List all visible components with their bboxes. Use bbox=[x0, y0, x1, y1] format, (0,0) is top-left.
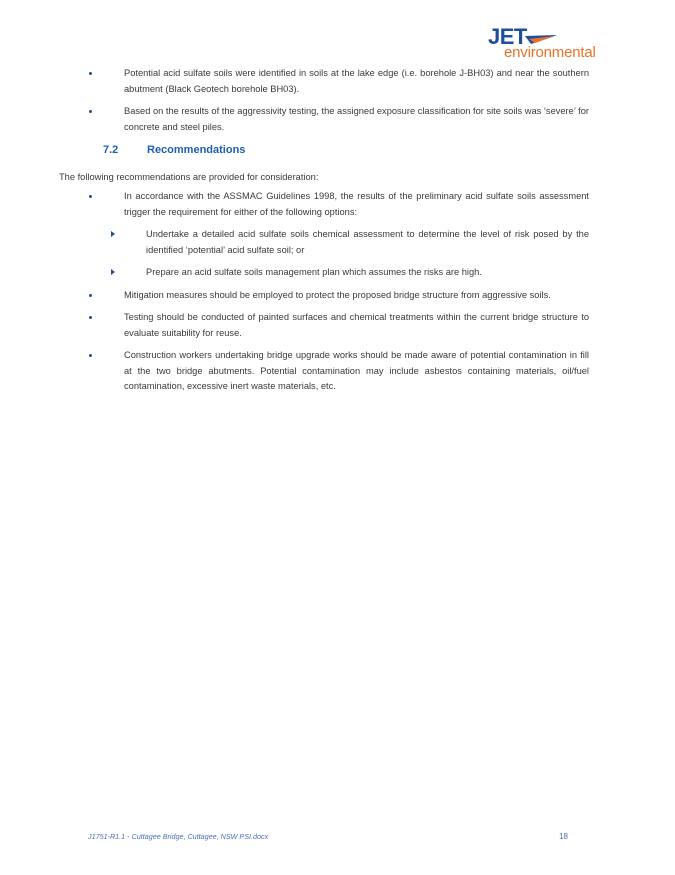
logo-environmental-text: environmental bbox=[504, 44, 596, 61]
sub-list-item-text: Undertake a detailed acid sulfate soils chemical assessment to determine the level of risk posed by the identified ‘potential’ acid sulfate soil; or bbox=[146, 229, 589, 255]
sub-list-item bbox=[110, 265, 589, 281]
recommendations-list bbox=[88, 189, 589, 402]
section-number: 7.2 bbox=[103, 144, 119, 156]
list-item-text: Construction workers undertaking bridge upgrade works should be made aware of potential contamination in fill at the two bridge abutments. Potential contamination may include asbestos containing materials, oil/fuel contamination, excessive inert waste materials, etc. bbox=[124, 350, 589, 391]
bullet-icon bbox=[89, 316, 92, 319]
footer-document-name: J1751-R1.1 - Cuttagee Bridge, Cuttagee, NSW PSI.docx bbox=[88, 832, 269, 841]
company-logo bbox=[488, 26, 598, 66]
section-intro: The following recommendations are provided for consideration: bbox=[59, 172, 319, 182]
bullet-icon bbox=[89, 195, 92, 198]
list-item-text: Based on the results of the aggressivity testing, the assigned exposure classification for site soils was ‘severe’ for concrete and steel piles. bbox=[124, 106, 589, 132]
list-item bbox=[88, 348, 589, 395]
list-item-text: Mitigation measures should be employed to protect the proposed bridge structure from aggressive soils. bbox=[124, 289, 551, 300]
list-item bbox=[88, 288, 589, 304]
section-title: Recommendations bbox=[147, 144, 246, 156]
list-item bbox=[88, 310, 589, 341]
bullet-icon bbox=[89, 72, 92, 75]
bullet-icon bbox=[89, 354, 92, 357]
triangle-bullet-icon bbox=[111, 269, 115, 275]
bullet-icon bbox=[89, 294, 92, 297]
list-item bbox=[88, 104, 589, 135]
triangle-bullet-icon bbox=[111, 231, 115, 237]
sub-list-item bbox=[110, 227, 589, 258]
bullet-icon bbox=[89, 110, 92, 113]
conclusions-list bbox=[88, 66, 589, 142]
section-heading bbox=[103, 144, 245, 156]
list-item-text: Testing should be conducted of painted surfaces and chemical treatments within the current bridge structure to evaluate suitability for reuse. bbox=[124, 312, 589, 338]
list-item bbox=[88, 66, 589, 97]
list-item bbox=[88, 189, 589, 220]
sub-list-item-text: Prepare an acid sulfate soils management plan which assumes the risks are high. bbox=[146, 267, 482, 277]
logo-jet-text: JET bbox=[488, 24, 527, 49]
list-item-text: In accordance with the ASSMAC Guidelines 1998, the results of the preliminary acid sulfate soils assessment trigger the requirement for either of the following options: bbox=[124, 191, 589, 217]
page-number: 18 bbox=[559, 832, 568, 841]
page-footer bbox=[88, 832, 568, 841]
list-item-text: Potential acid sulfate soils were identified in soils at the lake edge (i.e. borehole J-BH03) and near the southern abutment (Black Geotech borehole BH03). bbox=[124, 68, 589, 94]
